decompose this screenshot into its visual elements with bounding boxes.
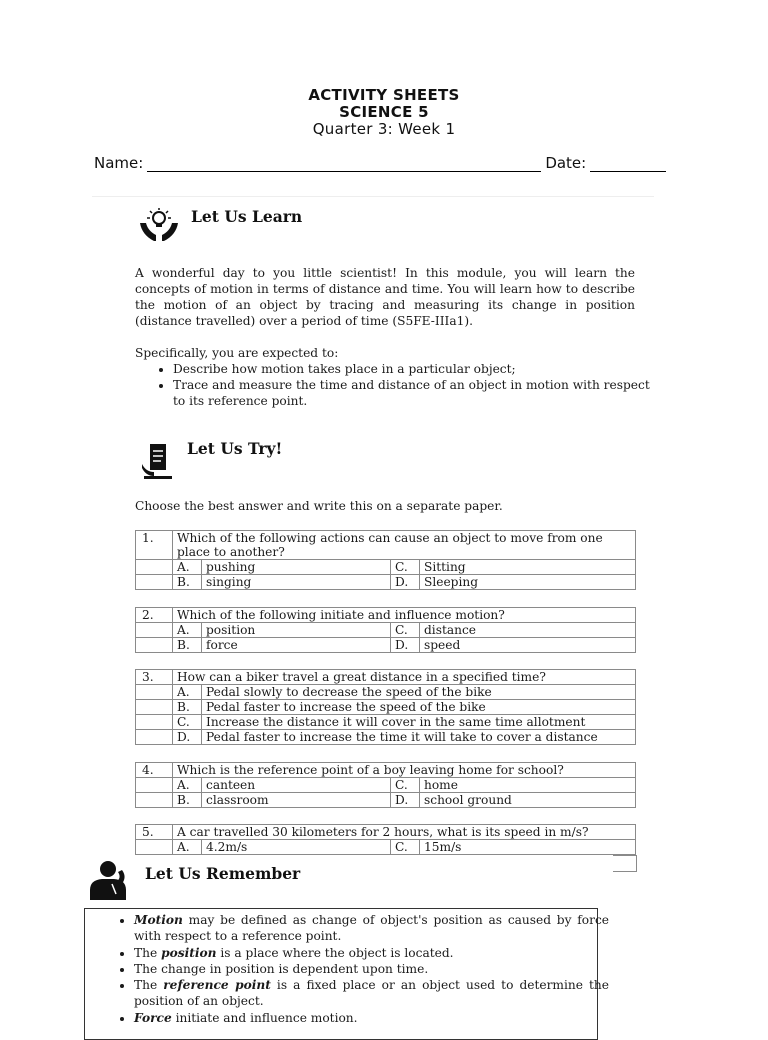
option-text[interactable]: force — [202, 638, 391, 653]
doc-quarter: Quarter 3: Week 1 — [312, 120, 456, 138]
option-letter: D. — [391, 793, 420, 808]
question-text: Which is the reference point of a boy leaving home for school? — [173, 763, 636, 778]
question-number: 2. — [136, 608, 173, 623]
lightbulb-hands-icon — [138, 207, 180, 245]
key-term: Force — [134, 1010, 172, 1025]
key-term: reference point — [163, 978, 271, 993]
option-letter: C. — [391, 778, 420, 793]
question-number: 4. — [136, 763, 173, 778]
option-letter: A. — [173, 560, 202, 575]
table-fragment — [612, 855, 637, 872]
option-text[interactable]: home — [420, 778, 636, 793]
name-field[interactable] — [147, 155, 541, 172]
objective-item: • Describe how motion takes place in a particular object; — [173, 361, 658, 377]
option-letter: D. — [173, 730, 202, 745]
divider — [92, 196, 654, 197]
option-letter: C. — [173, 715, 202, 730]
option-letter: C. — [391, 840, 420, 855]
question-number: 1. — [136, 531, 173, 560]
question-3 — [135, 669, 636, 745]
key-term: position — [161, 945, 217, 960]
option-letter: C. — [391, 623, 420, 638]
remember-item: • Motion may be defined as change of object's position as caused by force with respect to a reference point. — [134, 912, 609, 945]
try-instruction: Choose the best answer and write this on a separate paper. — [135, 499, 503, 513]
question-5 — [135, 824, 636, 855]
option-letter: B. — [173, 700, 202, 715]
option-text[interactable]: pushing — [202, 560, 391, 575]
question-text: How can a biker travel a great distance in a specified time? — [173, 670, 636, 685]
name-label: Name: — [94, 154, 144, 172]
option-letter: B. — [173, 638, 202, 653]
option-letter: A. — [173, 840, 202, 855]
name-date-row — [94, 154, 674, 172]
remember-item: • Force initiate and influence motion. — [134, 1010, 609, 1026]
option-text[interactable]: Increase the distance it will cover in the same time allotment — [202, 715, 636, 730]
option-text[interactable]: speed — [420, 638, 636, 653]
learn-intro: Specifically, you are expected to: — [135, 346, 339, 360]
option-text[interactable]: 4.2m/s — [202, 840, 391, 855]
thinking-person-icon — [86, 860, 134, 900]
option-text[interactable]: singing — [202, 575, 391, 590]
question-number: 5. — [136, 825, 173, 840]
question-text: A car travelled 30 kilometers for 2 hours, what is its speed in m/s? — [173, 825, 636, 840]
option-text[interactable]: 15m/s — [420, 840, 636, 855]
doc-subject: SCIENCE 5 — [339, 103, 429, 121]
option-letter: C. — [391, 560, 420, 575]
remember-title: Let Us Remember — [145, 864, 301, 883]
option-letter: D. — [391, 638, 420, 653]
question-number: 3. — [136, 670, 173, 685]
objective-item: • Trace and measure the time and distance of an object in motion with respect to its reference point. — [173, 377, 658, 409]
date-field[interactable] — [590, 155, 666, 172]
learn-title: Let Us Learn — [191, 207, 303, 226]
option-text[interactable]: distance — [420, 623, 636, 638]
option-letter: B. — [173, 793, 202, 808]
key-term: Motion — [134, 913, 183, 927]
learn-paragraph: A wonderful day to you little scientist! In this module, you will learn the concepts of motion in terms of distance and time. You will learn how to describe the motion of an object by tracing and measuring its change in position (distance travelled) over a period of time (S5FE-IIIa1). — [135, 266, 635, 328]
option-text[interactable]: Pedal faster to increase the speed of the bike — [202, 700, 636, 715]
document-pen-icon — [140, 442, 176, 480]
question-text: Which of the following initiate and influence motion? — [173, 608, 636, 623]
option-letter: D. — [391, 575, 420, 590]
option-text[interactable]: Pedal slowly to decrease the speed of the bike — [202, 685, 636, 700]
option-text[interactable]: Sitting — [420, 560, 636, 575]
question-text: Which of the following actions can cause an object to move from one place to another? — [173, 531, 636, 560]
remember-item: • The position is a place where the object is located. — [134, 945, 609, 961]
question-1 — [135, 530, 636, 590]
option-text[interactable]: position — [202, 623, 391, 638]
date-label: Date: — [545, 154, 587, 172]
try-title: Let Us Try! — [187, 439, 283, 458]
option-text[interactable]: classroom — [202, 793, 391, 808]
option-text[interactable]: school ground — [420, 793, 636, 808]
document-header — [0, 87, 768, 138]
option-letter: A. — [173, 778, 202, 793]
remember-item: • The change in position is dependent upon time. — [134, 961, 609, 977]
doc-title: ACTIVITY SHEETS — [308, 86, 460, 104]
question-4 — [135, 762, 636, 808]
question-2 — [135, 607, 636, 653]
option-letter: A. — [173, 685, 202, 700]
option-text[interactable]: Sleeping — [420, 575, 636, 590]
remember-item: • The reference point is a fixed place or an object used to determine the position of an object. — [134, 977, 609, 1010]
objectives-list — [153, 361, 658, 409]
option-letter: A. — [173, 623, 202, 638]
option-letter: B. — [173, 575, 202, 590]
option-text[interactable]: Pedal faster to increase the time it will take to cover a distance — [202, 730, 636, 745]
remember-list — [114, 912, 609, 1026]
option-text[interactable]: canteen — [202, 778, 391, 793]
